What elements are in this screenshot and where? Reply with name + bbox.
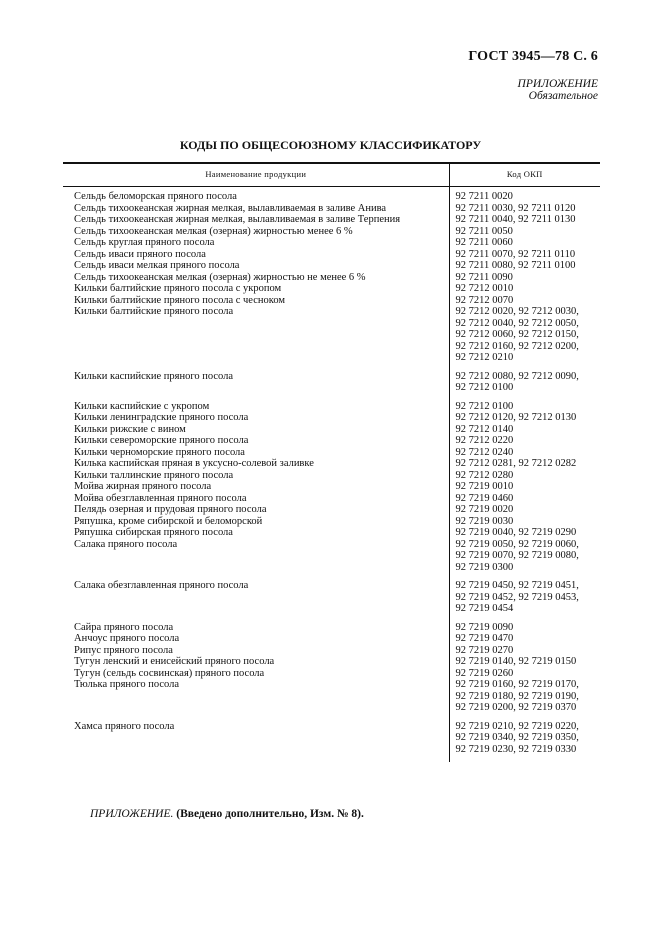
okp-code-cell (449, 306, 600, 371)
product-name-cell: Кильки черноморские пряного посола (74, 446, 245, 458)
table-row (63, 470, 600, 482)
product-name-cell: Анчоус пряного посола (74, 633, 180, 644)
okp-code-line: 92 7219 0180, 92 7219 0190, (455, 690, 579, 702)
product-name-cell: Кильки ленинградские пряного посола (74, 412, 249, 423)
table-row (63, 622, 600, 634)
product-name-cell: Сельдь иваси пряного посола (74, 248, 206, 260)
okp-code-line: 92 7219 0260 (455, 667, 514, 679)
table-row (63, 493, 600, 505)
table-row (63, 679, 600, 721)
table-row (63, 645, 600, 657)
product-name-cell: Сельдь тихоокеанская мелкая (озерная) жирностью не менее 6 % (74, 271, 366, 283)
okp-code-cell (449, 493, 600, 505)
product-name-cell: Тугун ленский и енисейский пряного посола (74, 656, 275, 667)
product-name-cell: Ряпушка сибирская пряного посола (74, 527, 233, 538)
okp-code-cell (449, 371, 600, 401)
table-row (63, 371, 600, 401)
column-header-okp-code: Код ОКП (449, 163, 600, 187)
table-body (63, 187, 600, 763)
product-name-cell: Салака пряного посола (74, 538, 178, 550)
okp-code-line: 92 7219 0070, 92 7219 0080, (455, 550, 579, 561)
product-name-cell: Ряпушка, кроме сибирской и беломорской (74, 515, 263, 527)
classifier-codes-table (63, 162, 600, 762)
okp-code-line: 92 7219 0040, 92 7219 0290 (455, 527, 577, 538)
table-row (63, 203, 600, 215)
product-name-cell: Хамса пряного посола (74, 720, 175, 732)
okp-code-line: 92 7219 0050, 92 7219 0060, (455, 538, 579, 550)
table-row (63, 481, 600, 493)
okp-code-cell (449, 272, 600, 284)
product-name-cell: Мойва жирная пряного посола (74, 481, 212, 492)
okp-code-cell (449, 203, 600, 215)
okp-code-cell (449, 622, 600, 634)
okp-code-cell (449, 447, 600, 459)
okp-code-cell (449, 645, 600, 657)
table-row (63, 401, 600, 413)
okp-code-line: 92 7219 0210, 92 7219 0220, (455, 720, 579, 732)
table-row (63, 306, 600, 371)
table-row (63, 539, 600, 581)
okp-code-cell (449, 668, 600, 680)
okp-code-line: 92 7212 0140 (455, 423, 514, 435)
okp-code-line: 92 7219 0452, 92 7219 0453, (455, 591, 579, 603)
okp-code-line: 92 7219 0460 (455, 492, 514, 504)
document-reference: ГОСТ 3945—78 С. 6 (468, 49, 598, 64)
table-row (63, 458, 600, 470)
okp-code-line: 92 7212 0070 (455, 294, 514, 306)
okp-code-line: 92 7219 0340, 92 7219 0350, (455, 732, 579, 743)
okp-code-line: 92 7219 0140, 92 7219 0150 (455, 656, 577, 667)
product-name-cell: Сельдь беломорская пряного посола (74, 191, 237, 202)
table-header-row (63, 163, 600, 187)
table-row (63, 237, 600, 249)
okp-code-cell (449, 260, 600, 272)
column-header-product-name: Наименование продукции (63, 163, 449, 187)
okp-code-line: 92 7219 0030 (455, 515, 514, 527)
okp-code-line: 92 7219 0020 (455, 504, 514, 515)
okp-code-line: 92 7211 0020 (455, 191, 513, 202)
footnote-appendix-label: ПРИЛОЖЕНИЕ. (90, 808, 174, 820)
product-name-cell: Кильки балтийские пряного посола (74, 306, 234, 317)
okp-code-line: 92 7219 0270 (455, 644, 514, 656)
okp-code-line: 92 7211 0060 (455, 237, 513, 248)
okp-code-line: 92 7212 0020, 92 7212 0030, (455, 306, 579, 317)
product-name-cell: Пелядь озерная и прудовая пряного посола (74, 504, 267, 515)
okp-code-line: 92 7211 0050 (455, 225, 513, 237)
okp-code-cell (449, 435, 600, 447)
okp-code-cell (449, 656, 600, 668)
product-name-cell: Тугун (сельдь сосвинская) пряного посола (74, 667, 265, 679)
okp-code-line: 92 7211 0080, 92 7211 0100 (455, 260, 576, 271)
table-row (63, 447, 600, 459)
okp-code-cell (449, 504, 600, 516)
product-name-cell: Кильки каспийские пряного посола (74, 370, 234, 382)
okp-code-line: 92 7212 0281, 92 7212 0282 (455, 458, 577, 469)
appendix-label: ПРИЛОЖЕНИЕ (517, 78, 598, 90)
okp-code-cell (449, 214, 600, 226)
okp-code-line: 92 7211 0070, 92 7211 0110 (455, 248, 576, 260)
okp-code-line: 92 7219 0090 (455, 621, 514, 633)
okp-code-line: 92 7212 0280 (455, 469, 514, 481)
okp-code-cell (449, 283, 600, 295)
okp-code-line: 92 7219 0160, 92 7219 0170, (455, 679, 579, 690)
okp-code-line: 92 7212 0060, 92 7212 0150, (455, 329, 579, 340)
table-row (63, 214, 600, 226)
table-row (63, 272, 600, 284)
okp-code-cell (449, 580, 600, 622)
okp-code-cell (449, 237, 600, 249)
okp-code-cell (449, 539, 600, 581)
page-title: КОДЫ ПО ОБЩЕСОЮЗНОМУ КЛАССИФИКАТОРУ (179, 138, 482, 152)
okp-code-cell (449, 187, 600, 203)
okp-code-line: 92 7212 0220 (455, 435, 514, 446)
okp-code-line: 92 7211 0040, 92 7211 0130 (455, 214, 576, 225)
table-row (63, 283, 600, 295)
okp-code-cell (449, 424, 600, 436)
appendix-label-block (518, 78, 598, 102)
okp-code-cell (449, 401, 600, 413)
okp-code-cell (449, 527, 600, 539)
product-name-cell: Сайра пряного посола (74, 621, 174, 633)
okp-code-cell (449, 458, 600, 470)
okp-code-line: 92 7219 0470 (455, 633, 514, 644)
product-name-cell: Салака обезглавленная пряного посола (74, 580, 249, 591)
okp-code-cell (449, 226, 600, 238)
okp-code-cell (449, 679, 600, 721)
footnote-amendment-note: (Введено дополнительно, Изм. № 8). (176, 808, 364, 820)
product-name-cell: Сельдь круглая пряного посола (74, 237, 215, 248)
okp-code-line: 92 7219 0010 (455, 481, 514, 492)
table-row (63, 633, 600, 645)
appendix-status: Обязательное (528, 90, 598, 102)
okp-code-line: 92 7212 0120, 92 7212 0130 (455, 412, 577, 423)
table-row (63, 516, 600, 528)
table-row (63, 668, 600, 680)
product-name-cell: Рипус пряного посола (74, 644, 173, 656)
table-row (63, 226, 600, 238)
okp-code-line: 92 7212 0080, 92 7212 0090, (455, 370, 579, 382)
product-name-cell: Тюлька пряного посола (74, 679, 180, 690)
okp-code-line: 92 7211 0090 (455, 271, 513, 283)
product-name-cell: Кильки балтийские пряного посола с укропом (74, 283, 282, 294)
okp-code-cell (449, 249, 600, 261)
okp-code-cell (449, 412, 600, 424)
okp-code-line: 92 7212 0010 (455, 283, 514, 294)
table-row (63, 527, 600, 539)
okp-code-cell (449, 516, 600, 528)
table-row (63, 656, 600, 668)
okp-code-cell (449, 721, 600, 763)
okp-code-line: 92 7212 0100 (455, 400, 514, 412)
okp-code-line: 92 7212 0210 (455, 352, 514, 363)
product-name-cell: Килька каспийская пряная в уксусно-солевой заливке (74, 458, 314, 469)
okp-code-cell (449, 481, 600, 493)
table-row (63, 424, 600, 436)
product-name-cell: Сельдь тихоокеанская жирная мелкая, вылавливаемая в заливе Анива (74, 202, 387, 214)
product-name-cell: Кильки североморские пряного посола (74, 435, 249, 446)
okp-code-cell (449, 633, 600, 645)
product-name-cell: Кильки балтийские пряного посола с чесноком (74, 294, 286, 306)
okp-code-line: 92 7219 0230, 92 7219 0330 (455, 743, 577, 755)
table-row (63, 580, 600, 622)
okp-code-line: 92 7212 0240 (455, 446, 514, 458)
table-row (63, 295, 600, 307)
okp-code-cell (449, 470, 600, 482)
footnote (90, 808, 364, 820)
okp-code-line: 92 7212 0040, 92 7212 0050, (455, 317, 579, 329)
product-name-cell: Мойва обезглавленная пряного посола (74, 492, 247, 504)
table-row (63, 721, 600, 763)
product-name-cell: Сельдь тихоокеанская жирная мелкая, вылавливаемая в заливе Терпения (74, 214, 401, 225)
okp-code-line: 92 7219 0200, 92 7219 0370 (455, 702, 577, 713)
table-row (63, 249, 600, 261)
product-name-cell: Сельдь иваси мелкая пряного посола (74, 260, 240, 271)
product-name-cell: Сельдь тихоокеанская мелкая (озерная) жирностью менее 6 % (74, 225, 353, 237)
okp-code-line: 92 7212 0160, 92 7212 0200, (455, 340, 579, 352)
table-row (63, 412, 600, 424)
product-name-cell: Кильки рижские с вином (74, 423, 186, 435)
okp-code-cell (449, 295, 600, 307)
okp-code-line: 92 7211 0030, 92 7211 0120 (455, 202, 576, 214)
product-name-cell: Кильки таллинские пряного посола (74, 469, 234, 481)
okp-code-line: 92 7219 0450, 92 7219 0451, (455, 580, 579, 591)
table-row (63, 435, 600, 447)
product-name-cell: Кильки каспийские с укропом (74, 400, 210, 412)
okp-code-line: 92 7219 0300 (455, 561, 514, 573)
okp-code-line: 92 7219 0454 (455, 603, 514, 614)
table-row (63, 504, 600, 516)
table-row (63, 260, 600, 272)
table-row (63, 187, 600, 203)
okp-code-line: 92 7212 0100 (455, 382, 514, 393)
